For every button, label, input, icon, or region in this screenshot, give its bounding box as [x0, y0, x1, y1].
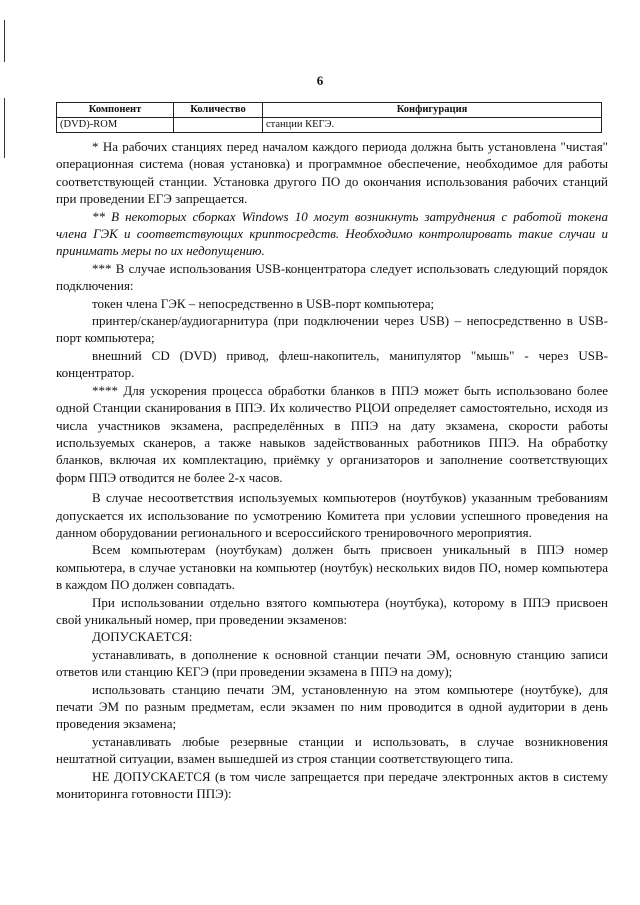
footnote-windows-10: ** В некоторых сборках Windows 10 могут возникнуть затруднения с работой токена члена ГЭК и соответствующих криптосредств. Необходимо контролировать такие случаи и принимать меры по их недопущению. — [56, 208, 608, 259]
usb-order-item: токен члена ГЭК – непосредственно в USB-порт компьютера; — [92, 295, 435, 311]
table-cell-quantity — [174, 118, 263, 133]
document-body — [56, 138, 608, 802]
paragraph-single-computer: При использовании отдельно взятого компьютера (ноутбука), которому в ППЭ присвоен свой уникальный номер, при проведении экзаменов: — [56, 594, 608, 627]
paragraph-noncompliance: В случае несоответствия используемых компьютеров (ноутбуков) указанным требованиям допускается их использование по усмотрению Комитета при условии успешного проведения на данном оборудовании регионального и всероссийского тренировочного мероприятия. — [56, 490, 608, 540]
paragraph-computer-number: Всем компьютерам (ноутбукам) должен быть присвоен уникальный в ППЭ номер компьютера, в случае установки на компьютер (ноутбук) нескольких видов ПО, номер компьютера в каждом ПО должен совпадать. — [56, 542, 608, 593]
allowed-item: устанавливать любые резервные станции и использовать, в случае возникновения нештатной ситуации, взамен вышедшей из строя станции соответствующего типа. — [56, 733, 608, 767]
allowed-item: использовать станцию печати ЭМ, установленную на этом компьютере (ноутбуке), для печати ЭМ по разным предметам, если экзамен по ним проводится в одной аудитории в день проведения экзамена; — [56, 681, 608, 732]
table-cell-component: (DVD)-ROM — [57, 118, 174, 133]
scan-edge-mark — [4, 98, 5, 158]
allowed-item: устанавливать, в дополнение к основной станции печати ЭМ, основную станцию записи ответов или станцию КЕГЭ (при проведении экзамена в ППЭ на дому); — [56, 646, 608, 680]
heading-not-allowed: НЕ ДОПУСКАЕТСЯ (в том числе запрещается при передаче электронных актов в систему мониторинга готовности ППЭ): — [56, 768, 608, 802]
table-cell-configuration: станции КЕГЭ. — [263, 118, 602, 133]
column-header-configuration: Конфигурация — [263, 103, 602, 118]
scan-edge-mark — [4, 20, 5, 62]
footnote-scanning-stations: **** Для ускорения процесса обработки бланков в ППЭ может быть использовано более одной Станции сканирования в ППЭ. Их количество РЦОИ определяет самостоятельно, исходя из числа участников экзамена, распределённых в ППЭ на дату экзамена, скорости работы используемых сканеров, а также навыков задействованных работников ППЭ. На обработку бланков, включая их комплектацию, приёмку у организаторов и заполнение соответствующих форм ППЭ отводится не более 2-х часов. — [56, 382, 608, 485]
footnote-usb-hub: *** В случае использования USB-концентратора следует использовать следующий порядок подключения: — [56, 260, 608, 294]
heading-allowed: ДОПУСКАЕТСЯ: — [92, 629, 193, 645]
page-number: 6 — [316, 73, 324, 88]
table-header-row — [57, 103, 602, 118]
usb-order-item: внешний CD (DVD) привод, флеш-накопитель, манипулятор "мышь" - через USB-концентратор. — [56, 347, 608, 381]
column-header-component: Компонент — [57, 103, 174, 118]
table-row — [57, 118, 602, 133]
usb-order-item: принтер/сканер/аудиогарнитура (при подключении через USB) – непосредственно в USB-порт компьютера; — [56, 313, 608, 346]
configuration-table — [56, 102, 602, 133]
footnote-clean-os: * На рабочих станциях перед началом каждого периода должна быть установлена "чистая" операционная система (новая установка) и программное обеспечение, необходимое для работы соответствующей станции. Установка другого ПО до окончания использования рабочих станций при проведении ЕГЭ запрещается. — [56, 139, 608, 207]
column-header-quantity: Количество — [174, 103, 263, 118]
